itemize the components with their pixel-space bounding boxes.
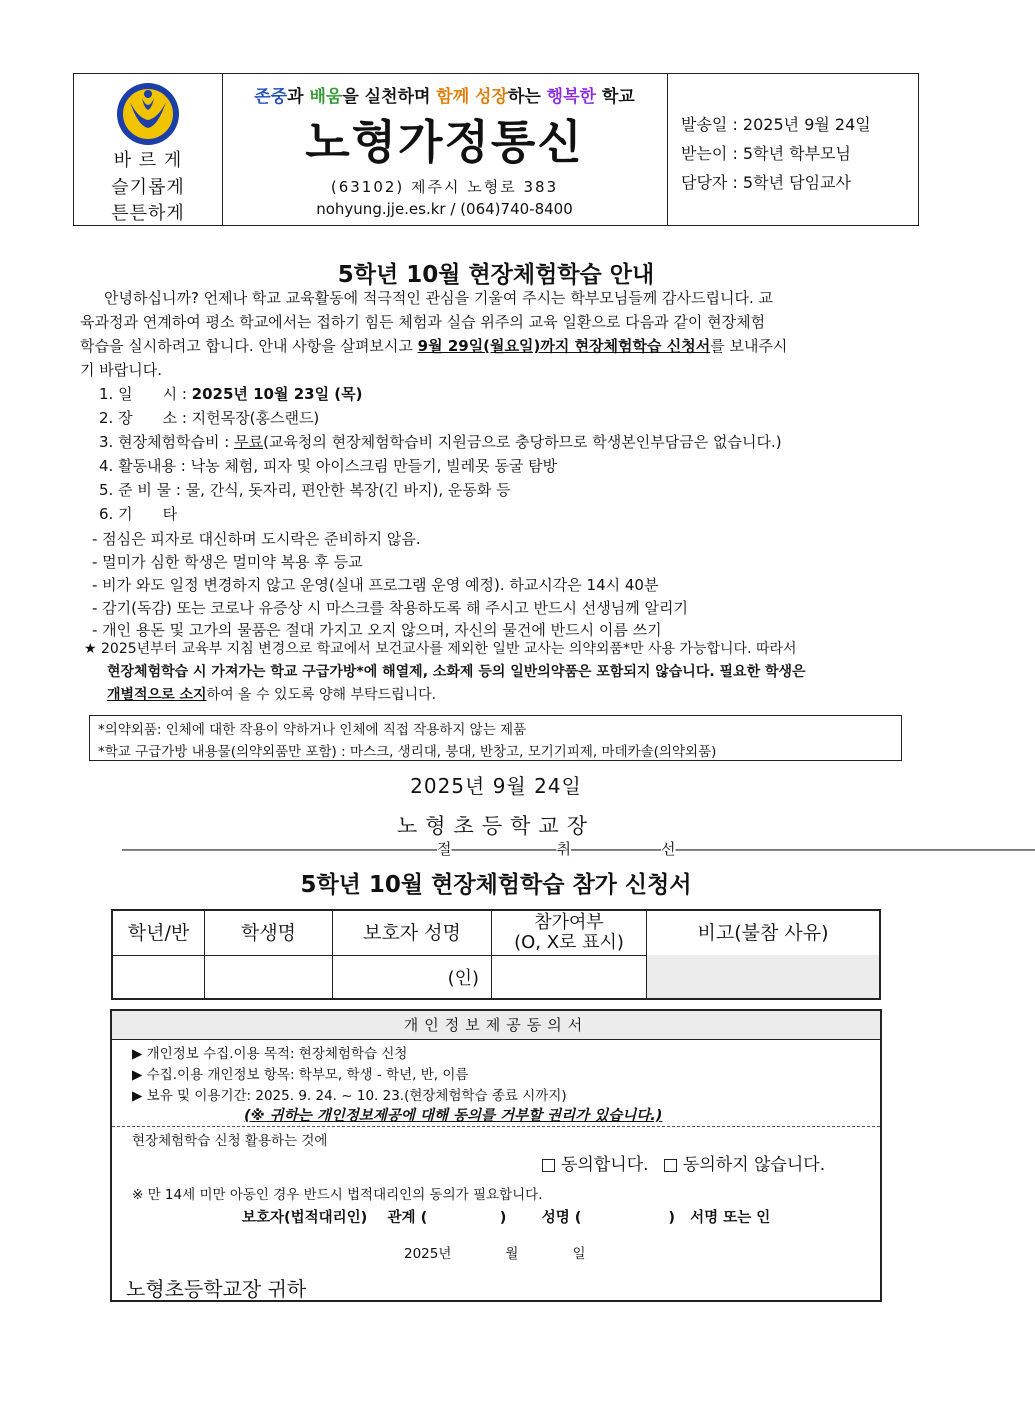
item-cost: 3. 현장체험학습비 : 무료(교육청의 현장체험학습비 지원금으로 충당하므로 학생본인부담금은 없습니다.)	[99, 433, 782, 451]
principal-signature: 노형초등학교장	[396, 814, 595, 838]
etc-line-4: - 감기(독감) 또는 코로나 유증상 시 마스크를 착용하도록 해 주시고 반드시 선생님께 알리기	[92, 599, 688, 617]
slogan-part: 하는	[507, 87, 547, 107]
input-participation[interactable]	[492, 955, 646, 998]
slogan-part: 과	[287, 87, 310, 107]
form-title: 5학년 10월 현장체험학습 참가 신청서	[300, 872, 692, 898]
header-grade-class: 학년/반	[113, 911, 204, 956]
slogan-part: 학교	[595, 87, 635, 107]
school-logo-icon	[116, 82, 180, 146]
guardian-sign-line	[242, 1206, 770, 1227]
disagree-checkbox[interactable]	[664, 1159, 677, 1172]
cut-line: ―――――――――――――――――――――절―――――――취――――――선――――――――――――――――――――――――	[122, 840, 1035, 858]
medicine-notice-3: 개별적으로 소지하여 올 수 있도록 양해 부탁드립니다.	[107, 687, 437, 703]
consent-options	[542, 1150, 825, 1175]
newsletter-title: 노형가정통신	[305, 115, 584, 169]
header-participation: 참가여부 (O, X로 표시)	[492, 911, 646, 956]
etc-line-3: - 비가 와도 일정 변경하지 않고 운영(실내 프로그램 운영 예정). 하교시각은 14시 40분	[92, 576, 659, 594]
medicine-notice-1: ★ 2025년부터 교육부 지침 변경으로 학교에서 보건교사를 제외한 일반 교사는 의약외품*만 사용 가능합니다. 따라서	[84, 641, 797, 657]
slogan-part: 행복한	[546, 87, 596, 107]
recipient: 받는이 : 5학년 학부모님	[681, 144, 851, 163]
age-note: ※ 만 14세 미만 아동인 경우 반드시 법적대리인의 동의가 필요합니다.	[132, 1187, 543, 1203]
column-participation	[492, 911, 647, 998]
motto-line-1: 바 르 게	[113, 150, 183, 171]
footnote-box	[89, 715, 902, 761]
motto-line-3: 튼튼하게	[111, 203, 185, 224]
name-field[interactable]: 성명 ( )	[541, 1210, 676, 1226]
intro-line-4: 기 바랍니다.	[80, 361, 162, 379]
sign-label: 서명 또는 인	[690, 1210, 771, 1226]
column-grade-class	[113, 911, 205, 998]
slogan-part: 을 실천하며	[342, 87, 437, 107]
input-remarks[interactable]	[647, 955, 879, 998]
etc-line-1: - 점심은 피자로 대신하며 도시락은 준비하지 않음.	[92, 530, 421, 548]
column-remarks	[647, 911, 879, 998]
item-etc: 6. 기 타	[99, 505, 178, 523]
guardian-label: 보호자(법적대리인)	[242, 1210, 368, 1226]
agree-checkbox[interactable]	[542, 1159, 555, 1172]
medicine-notice-2: 현장체험학습 시 가져가는 학교 구급가방*에 해열제, 소화제 등의 일반의약품은 포함되지 않습니다. 필요한 학생은	[107, 664, 806, 680]
consent-items: ▶ 수집.이용 개인정보 항목: 학부모, 학생 - 학년, 반, 이름	[132, 1067, 469, 1083]
input-grade-class[interactable]	[113, 955, 204, 998]
header-remarks: 비고(불참 사유)	[647, 911, 879, 956]
privacy-consent-box	[110, 1009, 882, 1302]
title-cell	[222, 74, 668, 225]
send-date: 발송일 : 2025년 9월 24일	[681, 115, 871, 134]
slogan-part: 존중	[254, 87, 288, 107]
intro-line-3: 학습을 실시하려고 합니다. 안내 사항을 살펴보시고 9월 29일(월요일)까지 현장체험학습 신청서를 보내주시	[80, 337, 788, 355]
newsletter-header	[73, 73, 919, 226]
consent-heading: 개인정보제공동의서	[112, 1011, 880, 1040]
school-contact: nohyung.jje.es.kr / (064)740-8400	[316, 200, 573, 218]
etc-line-5: - 개인 용돈 및 고가의 물품은 절대 가지고 오지 않으며, 자신의 물건에 반드시 이름 쓰기	[92, 621, 662, 639]
footnote-first-aid-kit: *학교 구급가방 내용물(의약외품만 포함) : 마스크, 생리대, 붕대, 반창고, 모기기피제, 마데카솔(의약외품)	[98, 744, 717, 760]
school-slogan	[222, 82, 667, 107]
intro-line-1: 안녕하십니까? 언제나 학교 교육활동에 적극적인 관심을 기울여 주시는 학부모님들께 감사드립니다. 교	[104, 289, 773, 307]
consent-date-line: 2025년 월 일	[404, 1246, 586, 1262]
item-supplies: 5. 준 비 물 : 물, 간식, 돗자리, 편안한 복장(긴 바지), 운동화 등	[99, 481, 511, 499]
item-date: 1. 일 시 : 2025년 10월 23일 (목)	[99, 385, 363, 403]
application-table	[111, 909, 881, 1000]
column-guardian-name	[333, 911, 492, 998]
consent-period: ▶ 보유 및 이용기간: 2025. 9. 24. ~ 10. 23.(현장체험학습 종료 시까지)	[132, 1088, 567, 1104]
school-identity-cell	[74, 74, 223, 225]
input-guardian-name[interactable]	[333, 955, 491, 998]
deadline: 9월 29일(월요일)까지 현장체험학습 신청서	[417, 337, 711, 355]
slogan-part: 배움	[309, 87, 343, 107]
disagree-label: 동의하지 않습니다.	[682, 1155, 826, 1175]
consent-usage: 현장체험학습 신청 활용하는 것에	[132, 1133, 328, 1149]
consent-right-note: (※ 귀하는 개인정보제공에 대해 동의를 거부할 권리가 있습니다.)	[244, 1108, 663, 1124]
motto-line-2: 슬기롭게	[111, 177, 185, 198]
header-guardian-name: 보호자 성명	[333, 911, 491, 956]
input-student-name[interactable]	[205, 955, 332, 998]
intro-line-2: 육과정과 연계하여 평소 학교에서는 접하기 힘든 체험과 실습 위주의 교육 일환으로 다음과 같이 현장체험	[80, 313, 766, 331]
consent-divider	[112, 1126, 880, 1127]
header-student-name: 학생명	[205, 911, 332, 956]
notice-title: 5학년 10월 현장체험학습 안내	[337, 262, 655, 288]
consent-purpose: ▶ 개인정보 수집.이용 목적: 현장체험학습 신청	[132, 1046, 408, 1062]
relation-field[interactable]: 관계 ( )	[387, 1210, 507, 1226]
seal-mark: (인)	[447, 967, 479, 989]
etc-line-2: - 멀미가 심한 학생은 멀미약 복용 후 등교	[92, 553, 363, 571]
school-address: (63102) 제주시 노형로 383	[330, 178, 559, 196]
notice-date: 2025년 9월 24일	[410, 774, 582, 798]
footnote-quasi-drug: *의약외품: 인체에 대한 작용이 약하거나 인체에 직접 작용하지 않는 제품	[98, 722, 527, 738]
item-activity: 4. 활동내용 : 낙농 체험, 피자 및 아이스크림 만들기, 빌레못 동굴 탐방	[99, 457, 558, 475]
column-student-name	[205, 911, 333, 998]
person-in-charge: 담당자 : 5학년 담임교사	[681, 173, 851, 192]
agree-label: 동의합니다.	[561, 1155, 649, 1175]
consent-addressee: 노형초등학교장 귀하	[126, 1277, 307, 1301]
item-place: 2. 장 소 : 지헌목장(홍스랜드)	[99, 409, 320, 427]
slogan-part: 함께 성장	[436, 87, 508, 107]
